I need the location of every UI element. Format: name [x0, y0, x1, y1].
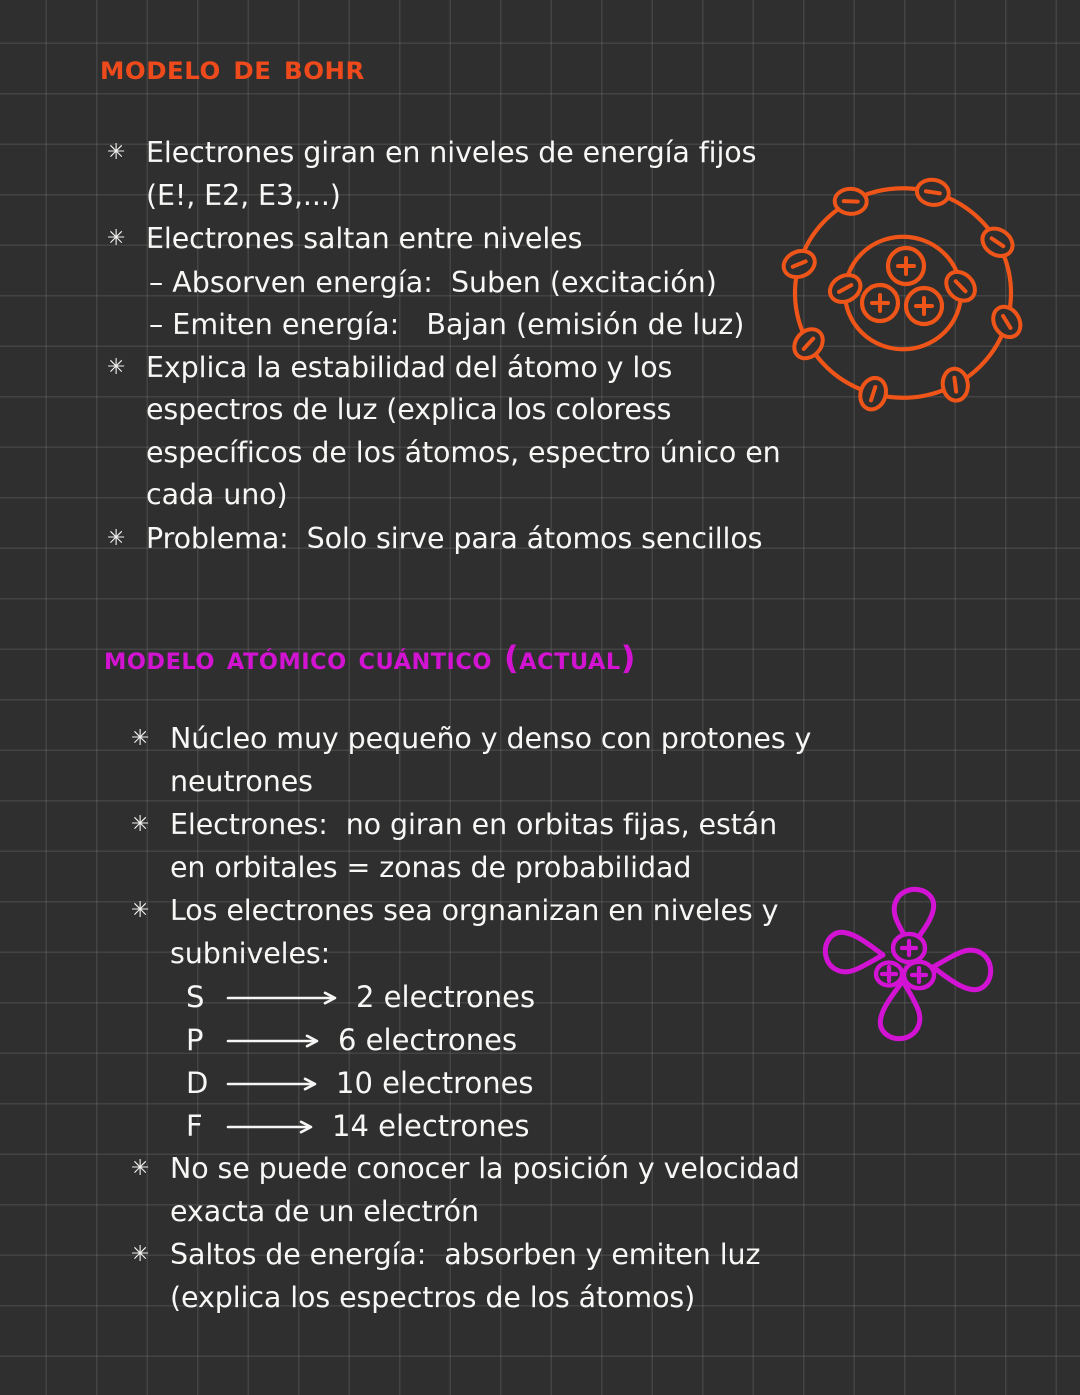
bullet-text [170, 1148, 888, 1233]
electron-marker [941, 367, 970, 402]
electron-marker [780, 246, 819, 281]
sub-bullet-text: – Absorven energía: Suben (excitación) [149, 265, 717, 299]
bullet-text-line: No se puede conocer la posición y velocidad [170, 1152, 800, 1185]
bullet-text-line: neutrones [170, 764, 313, 798]
electron-marker [788, 323, 828, 363]
subnivel-capacity: 10 electrones [336, 1066, 534, 1100]
subnivel-letter: S [186, 980, 205, 1014]
bullet-text-line: Electrones giran en niveles de energía fijos [146, 136, 757, 169]
bullet-text-line: exacta de un electrón [170, 1194, 479, 1228]
bullet-text-line: (explica los espectros de los átomos) [170, 1280, 696, 1314]
bullet-item [104, 218, 844, 261]
bullet-item [128, 718, 888, 803]
subnivel-capacity: 14 electrones [332, 1109, 530, 1143]
subnivel-row [186, 1105, 888, 1148]
bullet-text [170, 804, 888, 889]
bullet-text-line: Explica la estabilidad del átomo y los [146, 350, 673, 384]
subnivel-row [186, 1062, 888, 1105]
subnivel-row [186, 1019, 888, 1062]
bullet-item [104, 518, 844, 561]
asterisk-bullet-icon: ✳ [131, 1156, 150, 1181]
subniveles-list [128, 976, 888, 1148]
asterisk-bullet-icon: ✳ [107, 525, 126, 551]
asterisk-bullet-icon: ✳ [131, 726, 150, 751]
bullet-text-line: cada uno) [146, 478, 288, 511]
asterisk-bullet-icon: ✳ [131, 1242, 150, 1267]
proton-marker [893, 934, 925, 962]
bullet-item [128, 890, 888, 975]
bullet-text-line: Electrones saltan entre niveles [146, 222, 583, 255]
bullet-text [170, 1234, 888, 1319]
cuantico-notes-block [128, 718, 888, 1320]
electron-marker [940, 266, 980, 306]
bullet-text-line: Saltos de energía: absorben y emiten luz [170, 1238, 761, 1271]
bullet-text-line: específicos de los átomos, espectro único en [146, 435, 781, 469]
electron-marker [834, 188, 867, 214]
asterisk-bullet-icon: ✳ [131, 812, 150, 837]
subnivel-letter: F [186, 1109, 203, 1143]
bullet-text [146, 218, 844, 261]
subnivel-letter: D [186, 1066, 209, 1100]
bullet-item [128, 804, 888, 889]
electron-marker [856, 375, 890, 413]
bullet-text [146, 132, 844, 217]
subnivel-letter: P [186, 1023, 204, 1057]
heading-modelo-de-bohr: modelo de bohr [100, 48, 365, 88]
outer-ring [795, 188, 1011, 398]
orbital-lobe-left [825, 932, 883, 972]
bullet-text-line: Los electrones sea orgnanizan en niveles y [170, 894, 779, 927]
bullet-text-line: Electrones: no giran en orbitas fijas, están [170, 808, 778, 841]
asterisk-bullet-icon: ✳ [107, 140, 126, 165]
bullet-text-line: en orbitales = zonas de probabilidad [170, 850, 692, 884]
orbital-lobe-right [933, 950, 991, 990]
bullet-text [146, 518, 844, 561]
subnivel-capacity: 2 electrones [356, 980, 536, 1014]
bohr-atom-diagram [780, 158, 1080, 428]
heading-modelo-atomico-cuantico: modelo atómico cuántico (actual) [104, 639, 637, 677]
bullet-item [128, 1234, 888, 1319]
bullet-item [104, 132, 844, 217]
bullet-text-line: subniveles: [170, 936, 331, 970]
quantum-orbital-diagram [808, 858, 1038, 1060]
bullet-text [170, 718, 888, 803]
bohr-notes-block [104, 132, 844, 561]
arrow-icon [226, 991, 348, 1005]
subnivel-capacity: 6 electrones [338, 1023, 518, 1057]
asterisk-bullet-icon: ✳ [131, 898, 150, 923]
bullet-text [170, 890, 888, 975]
bullet-text-line: (E!, E2, E3,...) [146, 178, 341, 212]
proton-marker [862, 285, 898, 321]
electron-marker [977, 223, 1017, 262]
proton-marker [906, 288, 942, 324]
bullet-item [104, 347, 844, 517]
arrow-icon [226, 1077, 328, 1091]
asterisk-bullet-icon: ✳ [107, 226, 126, 251]
arrow-icon [226, 1120, 324, 1134]
proton-marker [904, 962, 934, 988]
subnivel-row [186, 976, 888, 1019]
electron-marker [915, 178, 950, 208]
proton-marker [888, 248, 924, 284]
bullet-item [128, 1148, 888, 1233]
bullet-text-line: Problema: Solo sirve para átomos sencillos [146, 521, 763, 555]
proton-marker [876, 963, 902, 986]
bullet-text [146, 347, 844, 517]
arrow-icon [226, 1034, 330, 1048]
bullet-text-line: Núcleo muy pequeño y denso con protones y [170, 722, 812, 755]
sub-bullet-text: – Emiten energía: Bajan (emisión de luz) [149, 308, 745, 341]
bullet-text-line: espectros de luz (explica los coloress [146, 393, 672, 426]
electron-marker [825, 270, 865, 307]
asterisk-bullet-icon: ✳ [107, 354, 126, 380]
electron-marker [988, 302, 1026, 342]
